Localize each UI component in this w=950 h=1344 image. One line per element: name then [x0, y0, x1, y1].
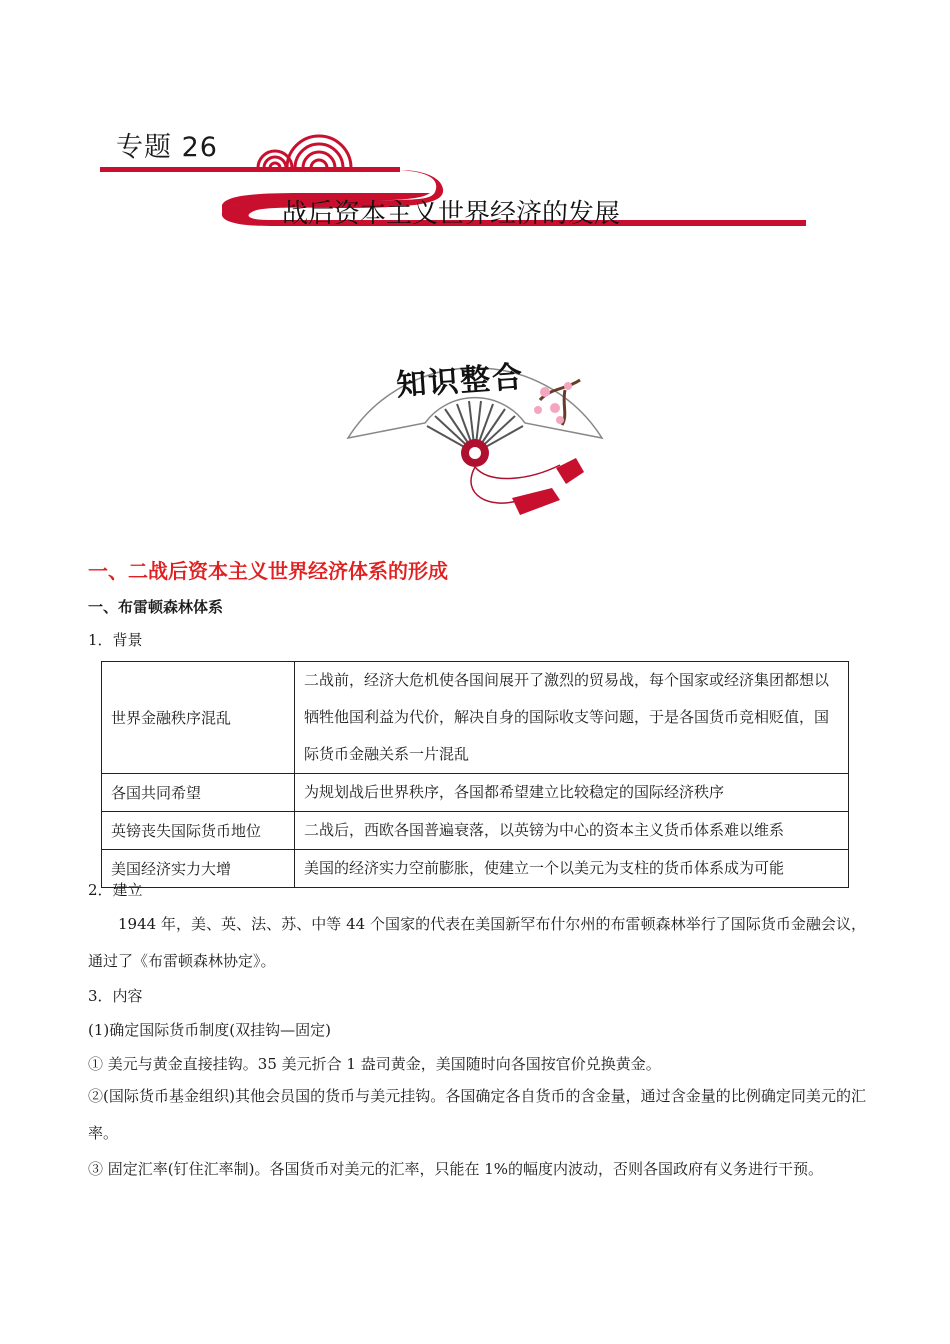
- background-table: [101, 661, 849, 888]
- table-cell-key: 英镑丧失国际货币地位: [102, 812, 295, 850]
- table-cell-value: 美国的经济实力空前膨胀，使建立一个以美元为支柱的货币体系成为可能: [295, 850, 849, 888]
- table-cell-key: 各国共同希望: [102, 774, 295, 812]
- knowledge-fan-illustration: [340, 320, 610, 525]
- fan-graphic: [340, 320, 610, 525]
- table-row: [102, 812, 849, 850]
- content-line: ① 美元与黄金直接挂钩。35 美元折合 1 盎司黄金，美国随时向各国按官价兑换黄金。: [88, 1055, 661, 1073]
- subsection-heading: 一、布雷顿森林体系: [88, 598, 224, 616]
- table-cell-value: 为规划战后世界秩序，各国都希望建立比较稳定的国际经济秩序: [295, 774, 849, 812]
- table-row: [102, 662, 849, 774]
- fan-label: 知识整合: [395, 359, 526, 404]
- establish-paragraph: 1944 年，美、英、法、苏、中等 44 个国家的代表在美国新罕布什尔州的布雷顿森林举行了国际货币金融会议，通过了《布雷顿森林协定》。: [88, 915, 866, 970]
- content-paragraph: ③ 固定汇率(钉住汇率制)。各国货币对美元的汇率，只能在 1%的幅度内波动，否则各国政府有义务进行干预。: [88, 1160, 824, 1178]
- topic-number: 专题 26: [116, 132, 218, 163]
- table-row: [102, 774, 849, 812]
- table-cell-key: 美国经济实力大增: [102, 850, 295, 888]
- content-paragraph: ②(国际货币基金组织)其他会员国的货币与美元挂钩。各国确定各自货币的含金量，通过含金量的比例确定同美元的汇率。: [88, 1087, 866, 1142]
- table-cell-key: 世界金融秩序混乱: [102, 662, 295, 774]
- page-title: 战后资本主义世界经济的发展: [282, 199, 621, 229]
- item-establish-label: 2．建立: [88, 881, 143, 899]
- topic-header: [0, 0, 950, 250]
- item-content-label: 3．内容: [88, 987, 143, 1005]
- section-heading: 一、二战后资本主义世界经济体系的形成: [88, 559, 448, 583]
- item-background-label: 1．背景: [88, 631, 143, 649]
- content-line: (1)确定国际货币制度(双挂钩—固定): [88, 1021, 331, 1039]
- table-cell-value: 二战前，经济大危机使各国间展开了激烈的贸易战，每个国家或经济集团都想以牺牲他国利益为代价，解决自身的国际收支等问题，于是各国货币竞相贬值，国际货币金融关系一片混乱: [295, 662, 849, 774]
- table-cell-value: 二战后，西欧各国普遍衰落，以英镑为中心的资本主义货币体系难以维系: [295, 812, 849, 850]
